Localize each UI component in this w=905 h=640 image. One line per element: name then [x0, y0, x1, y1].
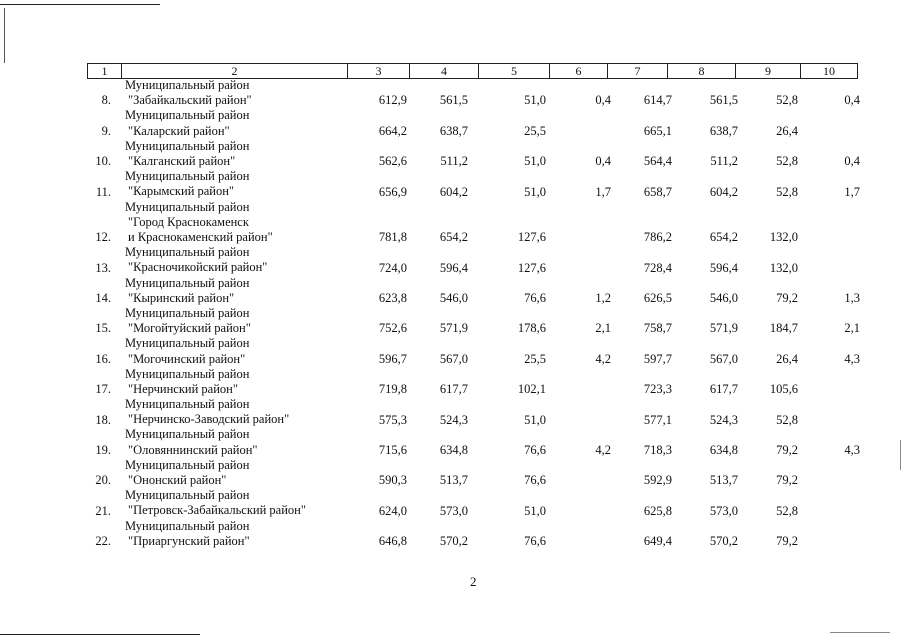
district-name [126, 427, 256, 457]
district-name-line: "Забайкальский район" [128, 93, 252, 108]
table-row [0, 247, 905, 277]
header-col-1: 1 [87, 63, 122, 79]
table-row [0, 427, 905, 460]
cell-col-3: 590,3 [378, 473, 407, 488]
cell-col-9: 52,8 [776, 154, 798, 169]
district-name-line: "Могойтуйский район" [128, 321, 251, 336]
cell-col-5: 102,1 [517, 382, 546, 397]
cell-col-5: 51,0 [524, 412, 546, 427]
cell-col-4: 561,5 [439, 93, 468, 108]
cell-col-3: 562,6 [378, 154, 407, 169]
cell-col-6: 2,1 [595, 321, 611, 336]
district-name-line: Муниципальный район [125, 518, 250, 533]
cell-col-8: 567,0 [709, 351, 738, 366]
cell-col-10: 4,3 [844, 351, 860, 366]
cell-col-9: 26,4 [776, 123, 798, 138]
district-name [126, 200, 271, 246]
cell-col-6: 0,4 [595, 154, 611, 169]
cell-col-7: 626,5 [643, 290, 672, 305]
cell-col-6: 4,2 [595, 442, 611, 457]
table-row [0, 490, 905, 520]
header-col-10: 10 [800, 63, 858, 79]
table-row [0, 518, 905, 551]
district-name-line: Муниципальный район [125, 108, 250, 123]
row-number: 22. [95, 534, 111, 549]
cell-col-7: 597,7 [643, 351, 672, 366]
row-number: 10. [95, 154, 111, 169]
cell-col-5: 127,6 [517, 230, 546, 245]
district-name-line: Муниципальный район [125, 245, 250, 260]
row-number: 12. [95, 230, 111, 245]
header-col-4: 4 [409, 63, 479, 79]
cell-col-7: 577,1 [643, 412, 672, 427]
row-number: 15. [95, 321, 111, 336]
district-name-line: "Красночикойский район" [128, 260, 268, 275]
cell-col-3: 664,2 [378, 123, 407, 138]
cell-col-10: 4,3 [844, 442, 860, 457]
district-name-line: "Город Краснокаменск [128, 214, 249, 229]
row-number: 17. [95, 382, 111, 397]
scan-artifact-left-edge [4, 8, 5, 63]
cell-col-5: 51,0 [524, 503, 546, 518]
district-name-line: "Петровск-Забайкальский район" [128, 503, 306, 518]
header-col-3: 3 [347, 63, 410, 79]
cell-col-10: 0,4 [844, 93, 860, 108]
cell-col-6: 4,2 [595, 351, 611, 366]
cell-col-4: 634,8 [439, 442, 468, 457]
cell-col-8: 524,3 [709, 412, 738, 427]
district-name-line: и Краснокаменский район" [128, 229, 273, 244]
cell-col-3: 715,6 [378, 442, 407, 457]
cell-col-5: 51,0 [524, 154, 546, 169]
row-number: 20. [95, 473, 111, 488]
district-name [126, 367, 250, 397]
cell-col-3: 781,8 [378, 230, 407, 245]
cell-col-3: 752,6 [378, 321, 407, 336]
cell-col-7: 564,4 [643, 154, 672, 169]
row-number: 13. [95, 260, 111, 275]
cell-col-7: 718,3 [643, 442, 672, 457]
district-name-line: Муниципальный район [125, 199, 250, 214]
header-col-8: 8 [667, 63, 736, 79]
cell-col-9: 52,8 [776, 412, 798, 427]
cell-col-4: 546,0 [439, 290, 468, 305]
district-name [126, 458, 250, 488]
page-number: 2 [470, 574, 477, 589]
cell-col-7: 723,3 [643, 382, 672, 397]
cell-col-4: 567,0 [439, 351, 468, 366]
cell-col-4: 513,7 [439, 473, 468, 488]
cell-col-4: 638,7 [439, 123, 468, 138]
district-name [126, 78, 250, 108]
cell-col-8: 561,5 [709, 93, 738, 108]
table-row [0, 138, 905, 171]
row-number: 19. [95, 442, 111, 457]
district-name [125, 245, 268, 275]
table-row [0, 305, 905, 338]
cell-col-9: 79,2 [776, 473, 798, 488]
cell-col-7: 665,1 [643, 123, 672, 138]
cell-col-8: 573,0 [709, 503, 738, 518]
district-name-line: "Калганский район" [128, 153, 236, 168]
row-number: 11. [95, 184, 111, 199]
cell-col-9: 132,0 [769, 230, 798, 245]
cell-col-9: 132,0 [769, 260, 798, 275]
district-name-line: "Ононский район" [128, 473, 227, 488]
cell-col-8: 654,2 [709, 230, 738, 245]
district-name-line: Муниципальный район [125, 169, 250, 184]
cell-col-8: 546,0 [709, 290, 738, 305]
cell-col-3: 575,3 [378, 412, 407, 427]
cell-col-8: 617,7 [709, 382, 738, 397]
cell-col-8: 634,8 [709, 442, 738, 457]
cell-col-6: 0,4 [595, 93, 611, 108]
cell-col-7: 786,2 [643, 230, 672, 245]
row-number: 18. [95, 412, 111, 427]
district-name-line: "Нерчинский район" [128, 381, 238, 396]
cell-col-9: 79,2 [776, 534, 798, 549]
cell-col-5: 76,6 [524, 290, 546, 305]
district-name [126, 336, 250, 366]
district-name-line: Муниципальный район [125, 488, 250, 503]
scan-artifact-bottom-left [0, 634, 200, 635]
cell-col-5: 178,6 [517, 321, 546, 336]
cell-col-6: 1,2 [595, 290, 611, 305]
district-name [126, 276, 250, 306]
cell-col-9: 105,6 [769, 382, 798, 397]
cell-col-5: 25,5 [524, 123, 546, 138]
cell-col-4: 654,2 [439, 230, 468, 245]
cell-col-7: 758,7 [643, 321, 672, 336]
district-name [126, 488, 304, 518]
cell-col-7: 592,9 [643, 473, 672, 488]
district-name [126, 169, 250, 199]
row-number: 14. [95, 290, 111, 305]
district-name-line: Муниципальный район [125, 138, 250, 153]
scan-artifact-top-left [0, 4, 160, 5]
district-name-line: Муниципальный район [125, 427, 250, 442]
cell-col-5: 76,6 [524, 473, 546, 488]
cell-col-4: 604,2 [439, 184, 468, 199]
cell-col-4: 570,2 [439, 534, 468, 549]
cell-col-3: 646,8 [378, 534, 407, 549]
cell-col-3: 612,9 [378, 93, 407, 108]
district-name-line: "Могочинский район" [128, 351, 246, 366]
cell-col-3: 624,0 [378, 503, 407, 518]
cell-col-5: 76,6 [524, 442, 546, 457]
cell-col-8: 513,7 [709, 473, 738, 488]
cell-col-4: 571,9 [439, 321, 468, 336]
table-row [0, 399, 905, 429]
cell-col-10: 1,3 [844, 290, 860, 305]
cell-col-4: 511,2 [440, 154, 468, 169]
cell-col-6: 1,7 [595, 184, 611, 199]
district-name [126, 108, 250, 138]
cell-col-3: 656,9 [378, 184, 407, 199]
cell-col-9: 26,4 [776, 351, 798, 366]
table-row [0, 366, 905, 399]
row-number: 21. [95, 503, 111, 518]
district-name-line: Муниципальный район [125, 457, 250, 472]
header-col-2: 2 [121, 63, 348, 79]
cell-col-10: 1,7 [844, 184, 860, 199]
cell-col-4: 617,7 [439, 382, 468, 397]
cell-col-5: 127,6 [517, 260, 546, 275]
cell-col-7: 649,4 [643, 534, 672, 549]
district-name-line: "Приаргунский район" [128, 533, 250, 548]
district-name [126, 519, 250, 549]
row-number: 16. [95, 351, 111, 366]
cell-col-5: 25,5 [524, 351, 546, 366]
cell-col-9: 52,8 [776, 503, 798, 518]
table-row [0, 110, 905, 140]
cell-col-7: 728,4 [643, 260, 672, 275]
header-col-7: 7 [607, 63, 668, 79]
cell-col-3: 724,0 [378, 260, 407, 275]
district-name-line: Муниципальный район [125, 336, 250, 351]
district-name-line: "Нерчинско-Заводский район" [128, 412, 290, 427]
table-body [0, 77, 905, 551]
cell-col-7: 614,7 [643, 93, 672, 108]
cell-col-4: 573,0 [439, 503, 468, 518]
cell-col-10: 2,1 [844, 321, 860, 336]
header-col-9: 9 [735, 63, 801, 79]
cell-col-8: 638,7 [709, 123, 738, 138]
cell-col-9: 184,7 [769, 321, 798, 336]
district-name-line: Муниципальный район [125, 397, 250, 412]
cell-col-7: 625,8 [643, 503, 672, 518]
cell-col-8: 511,2 [710, 154, 738, 169]
cell-col-7: 658,7 [643, 184, 672, 199]
district-name [126, 139, 250, 169]
header-col-6: 6 [549, 63, 608, 79]
cell-col-3: 719,8 [378, 382, 407, 397]
cell-col-3: 596,7 [378, 351, 407, 366]
district-name [125, 397, 290, 427]
district-name-line: Муниципальный район [125, 275, 250, 290]
cell-col-8: 604,2 [709, 184, 738, 199]
cell-col-3: 623,8 [378, 290, 407, 305]
table-row [0, 77, 905, 110]
cell-col-9: 52,8 [776, 93, 798, 108]
cell-col-8: 571,9 [709, 321, 738, 336]
cell-col-5: 51,0 [524, 184, 546, 199]
cell-col-9: 79,2 [776, 442, 798, 457]
district-name-line: Муниципальный район [125, 77, 250, 92]
table-row [0, 457, 905, 490]
table-row [0, 171, 905, 201]
cell-col-9: 52,8 [776, 184, 798, 199]
cell-col-10: 0,4 [844, 154, 860, 169]
table-row [0, 275, 905, 308]
header-col-5: 5 [478, 63, 550, 79]
cell-col-8: 570,2 [709, 534, 738, 549]
district-name-line: "Кыринский район" [128, 290, 235, 305]
cell-col-9: 79,2 [776, 290, 798, 305]
district-name-line: "Оловяннинский район" [128, 442, 258, 457]
district-name-line: Муниципальный район [125, 366, 250, 381]
cell-col-4: 596,4 [439, 260, 468, 275]
district-name-line: "Карымский район" [128, 184, 235, 199]
table-row [0, 199, 905, 248]
district-name-line: "Каларский район" [128, 123, 230, 138]
cell-col-8: 596,4 [709, 260, 738, 275]
district-name [126, 306, 250, 336]
row-number: 9. [101, 123, 111, 138]
table-header [87, 63, 857, 79]
cell-col-5: 76,6 [524, 534, 546, 549]
cell-col-5: 51,0 [524, 93, 546, 108]
district-name-line: Муниципальный район [125, 305, 250, 320]
row-number: 8. [101, 93, 111, 108]
table-row [0, 338, 905, 368]
scan-artifact-bottom-right [830, 632, 890, 633]
cell-col-4: 524,3 [439, 412, 468, 427]
